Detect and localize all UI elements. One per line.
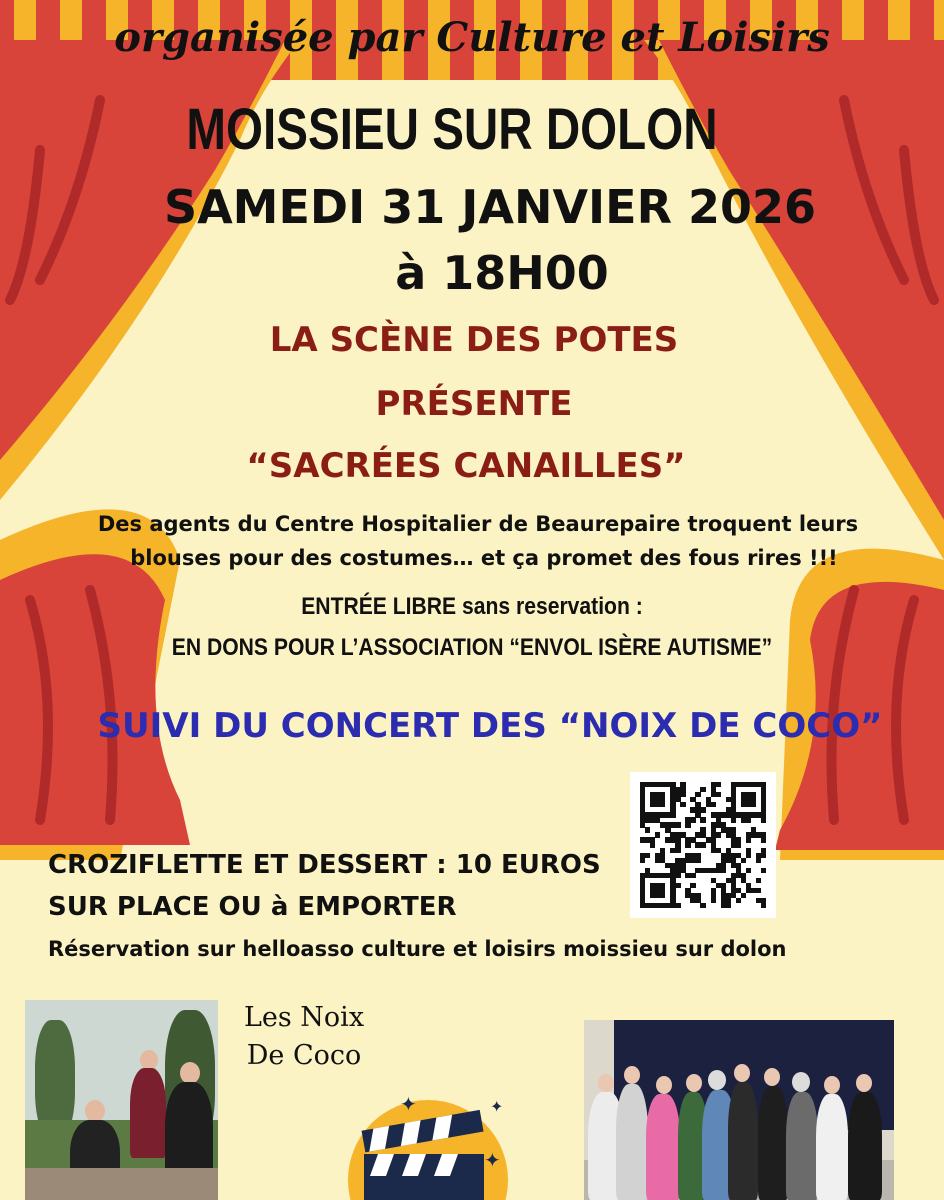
presents-label: PRÉSENTE bbox=[375, 384, 573, 424]
event-date: SAMEDI 31 JANVIER 2026 bbox=[163, 180, 817, 234]
sparkle-icon: ✦ bbox=[490, 1097, 504, 1116]
entry-info-line1: ENTRÉE LIBRE sans reservation : bbox=[301, 593, 643, 620]
meal-price: CROZIFLETTE ET DESSERT : 10 EUROS bbox=[48, 850, 601, 880]
presenter-name: LA SCÈNE DES POTES bbox=[269, 320, 679, 360]
reservation-info: Réservation sur helloasso culture et loisirs moissieu sur dolon bbox=[48, 937, 787, 961]
sparkle-icon: ✦ bbox=[400, 1092, 417, 1116]
meal-takeaway: SUR PLACE OU à EMPORTER bbox=[48, 892, 457, 922]
event-location: MOISSIEU SUR DOLON bbox=[186, 97, 718, 162]
qr-code-icon[interactable] bbox=[630, 772, 776, 918]
organizer-line: organisée par Culture et Loisirs bbox=[114, 14, 830, 61]
troupe-photo bbox=[584, 1020, 894, 1200]
event-time: à 18H00 bbox=[395, 246, 609, 300]
entry-info-line2: EN DONS POUR L’ASSOCIATION “ENVOL ISÈRE AUTISME” bbox=[171, 634, 773, 661]
show-description-line1: Des agents du Centre Hospitalier de Beaurepaire troquent leurs bbox=[97, 512, 859, 536]
concert-announcement: SUIVI DU CONCERT DES “NOIX DE COCO” bbox=[97, 706, 883, 746]
show-description-line2: blouses pour des costumes… et ça promet des fous rires !!! bbox=[130, 546, 838, 570]
sparkle-icon: ✦ bbox=[484, 1148, 501, 1172]
show-title: “SACRÉES CANAILLES” bbox=[246, 446, 686, 486]
band-caption-line1: Les Noix bbox=[243, 1002, 365, 1033]
band-photo bbox=[25, 1000, 218, 1200]
band-caption-line2: De Coco bbox=[246, 1040, 362, 1071]
